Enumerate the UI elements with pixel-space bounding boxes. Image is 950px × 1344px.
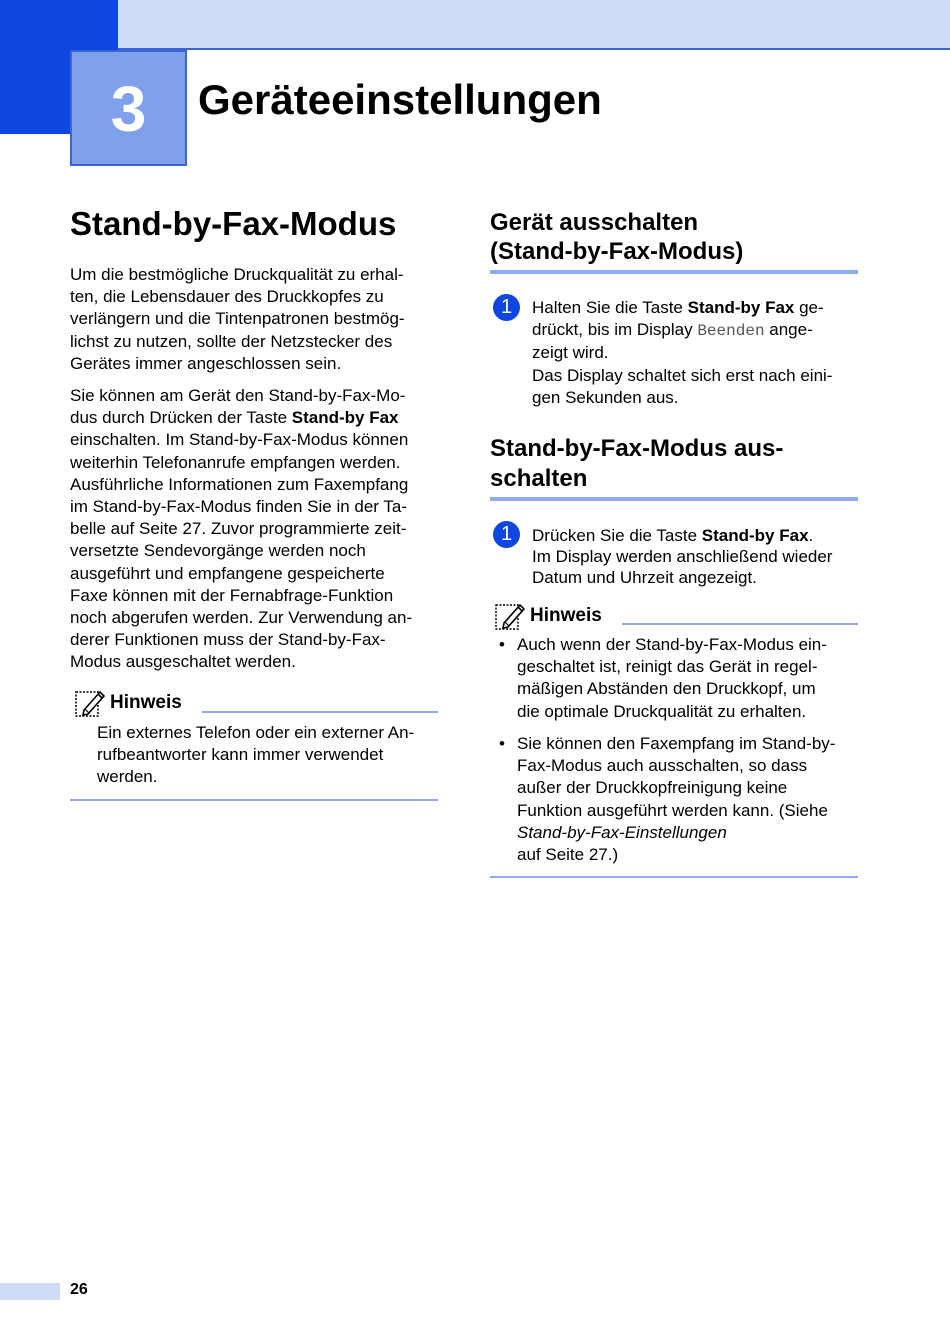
text-line: versetzte Sendevorgänge werden noch (70, 541, 366, 561)
text-line: Ausführliche Informationen zum Faxempfang (70, 474, 409, 494)
note-pencil-icon (494, 601, 526, 631)
note-rule (202, 711, 438, 713)
text-line: einschalten. Im Stand-by-Fax-Modus können (70, 430, 409, 450)
text-line: mäßigen Abständen den Druckkopf, um (517, 679, 816, 699)
text-line: im Stand-by-Fax-Modus finden Sie in der Ta- (70, 497, 408, 517)
subsection-rule (490, 270, 858, 274)
intro-paragraph (70, 264, 438, 375)
text-line: Fax-Modus auch ausschalten, so dass (517, 756, 808, 776)
text-line: weiterhin Telefonanrufe empfangen werden. (70, 452, 401, 472)
page-number: 26 (70, 1281, 88, 1298)
subsection-title: Stand-by-Fax-Modus aus- schalten (490, 435, 784, 492)
note-end-rule (70, 799, 438, 801)
text-line: ten, die Lebensdauer des Druckkopfes zu (70, 287, 384, 307)
step-text (532, 297, 858, 409)
bullet-symbol: • (499, 635, 505, 654)
bullet-symbol: • (499, 734, 505, 753)
text-line: belle auf Seite 27. Zuvor programmierte zeit- (70, 519, 407, 539)
subsection-rule (490, 497, 858, 501)
step-number-badge: 1 (493, 294, 520, 321)
display-text: Beenden (697, 322, 765, 341)
standby-paragraph (70, 385, 438, 674)
text-line: Um die bestmögliche Druckqualität zu erhal- (70, 265, 404, 284)
text-line: Modus ausgeschaltet werden. (70, 652, 296, 672)
note-label: Hinweis (110, 692, 182, 713)
chapter-number: 3 (70, 50, 187, 166)
text-line: die optimale Druckqualität zu erhalten. (517, 701, 807, 721)
text-line: verlängern und die Tintenpatronen bestmög- (70, 309, 405, 329)
note-label: Hinweis (530, 605, 602, 626)
text-line: Ein externes Telefon oder ein externer An- (97, 723, 415, 742)
page-footer-tab (0, 1283, 60, 1300)
key-name: Stand-by Fax (701, 526, 809, 545)
text-line: Sie können am Gerät den Stand-by-Fax-Mo- (70, 386, 406, 405)
note-header (74, 690, 438, 718)
text-line: rufbeantworter kann immer verwendet (97, 745, 384, 765)
text-line: Im Display werden anschließend wieder (532, 547, 833, 566)
text-line: Datum und Uhrzeit angezeigt. (532, 568, 757, 587)
text-line: außer der Druckkopfreinigung keine (517, 778, 788, 798)
text-line: Halten Sie die Taste Stand-by Fax ge- (532, 298, 824, 317)
note-rule (622, 623, 858, 625)
text-line: gen Sekunden aus. (532, 387, 679, 407)
step-number-badge: 1 (493, 521, 520, 548)
text-line: Funktion ausgeführt werden kann. (Siehe (517, 800, 828, 820)
text-line: Faxe können mit der Fernabfrage-Funktion (70, 585, 394, 605)
note-bullet-text (517, 733, 858, 866)
text-line: noch abgerufen werden. Zur Verwendung an- (70, 608, 413, 628)
step-text (532, 525, 858, 588)
text-line: geschaltet ist, reinigt das Gerät in regel- (517, 657, 818, 677)
text-line: zeigt wird. (532, 343, 609, 363)
text-line: Auch wenn der Stand-by-Fax-Modus ein- (517, 635, 827, 654)
text-line: ausgeführt und empfangene gespeicherte (70, 563, 385, 583)
key-name: Stand-by Fax (687, 298, 795, 317)
subsection-title: Gerät ausschalten (Stand-by-Fax-Modus) (490, 209, 744, 265)
note-text (97, 722, 438, 789)
text-line: werden. (97, 767, 158, 787)
text-line: Gerätes immer angeschlossen sein. (70, 353, 342, 373)
key-name: Stand-by Fax (291, 408, 399, 428)
header-band (0, 0, 950, 49)
cross-reference-link[interactable]: Stand-by-Fax-Einstellungen (517, 822, 727, 842)
header-rule (118, 48, 950, 50)
section-title: Stand-by-Fax-Modus (70, 205, 397, 242)
note-end-rule (490, 876, 858, 878)
text-line: Das Display schaltet sich erst nach eini- (532, 365, 833, 385)
note-pencil-icon (74, 688, 106, 718)
note-bullet-text (517, 634, 858, 723)
text-line: lichst zu nutzen, sollte der Netzstecker des (70, 331, 393, 351)
note-header (494, 603, 858, 631)
chapter-title: Geräteeinstellungen (198, 76, 602, 123)
text-line: Drücken Sie die Taste Stand-by Fax. (532, 526, 814, 545)
text-line: drückt, bis im Display Beenden ange- (532, 320, 813, 341)
text-line: Sie können den Faxempfang im Stand-by- (517, 734, 836, 753)
text-line: derer Funktionen muss der Stand-by-Fax- (70, 630, 386, 650)
text-line: auf Seite 27.) (517, 845, 619, 865)
text-line: dus durch Drücken der Taste Stand-by Fax (70, 408, 399, 428)
